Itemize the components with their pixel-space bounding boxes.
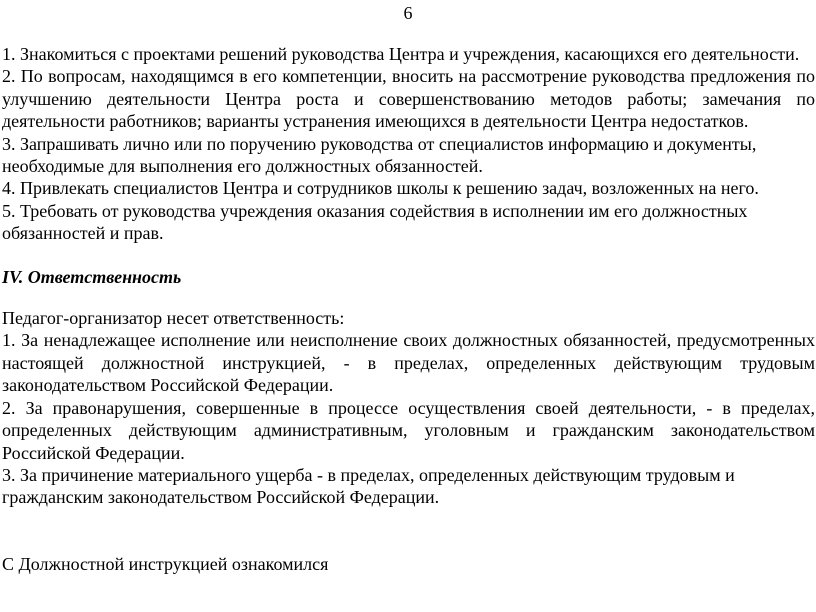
spacer — [2, 509, 815, 553]
acknowledgement-line: С Должностной инструкцией ознакомился — [2, 553, 329, 574]
responsibility-item-1: 1. За ненадлежащее исполнение или неисполнение своих должностных обязанностей, предусмотренных настоящей должностной инструкцией, - в пределах, определенных действующим трудовым законодательством Российской Федерации. — [2, 330, 815, 396]
responsibility-intro: Педагог-организатор несет ответственность: — [2, 308, 345, 329]
page-number: 6 — [403, 3, 413, 23]
rights-item-2: 2. По вопросам, находящимся в его компетенции, вносить на рассмотрение руководства предложения по улучшению деятельности Центра роста и совершенствованию методов работы; замечания по деятельности работников; варианты устранения имеющихся в деятельности Центра недостатков. — [2, 66, 815, 132]
rights-item-5: 5. Требовать от руководства учреждения оказания содействия в исполнении им его должностных обязанностей и прав. — [2, 200, 748, 244]
rights-item-4: 4. Привлекать специалистов Центра и сотрудников школы к решению задач, возложенных на него. — [2, 178, 759, 199]
rights-item-1: 1. Знакомиться с проектами решений руководства Центра и учреждения, касающихся его деятельности. — [2, 44, 800, 64]
spacer — [2, 245, 815, 266]
rights-item-3: 3. Запрашивать лично или по поручению руководства от специалистов информацию и документы, необходимые для выполнения его должностных обязанностей. — [2, 133, 757, 177]
section-heading-responsibility: IV. Ответственность — [2, 266, 182, 287]
responsibility-item-3: 3. За причинение материального ущерба - в пределах, определенных действующим трудовым и гражданским законодательством Российской Федерации. — [2, 464, 735, 508]
responsibility-item-2: 2. За правонарушения, совершенные в процессе осуществления своей деятельности, - в пределах, определенных действующим административным, уголовным и гражданским законодательством Российской Федерации. — [2, 397, 815, 463]
spacer — [2, 288, 815, 307]
document-body — [2, 43, 815, 575]
